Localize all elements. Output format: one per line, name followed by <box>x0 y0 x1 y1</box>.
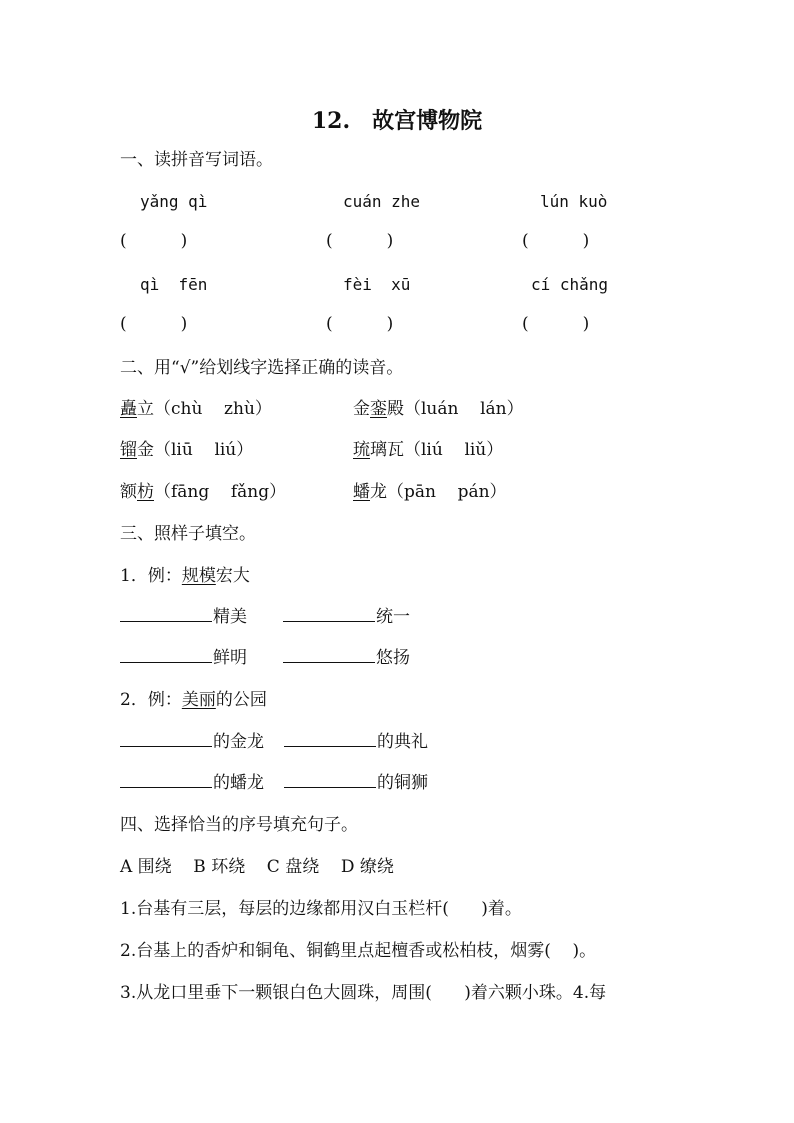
options-line: A 围绕 B 环绕 C 盘绕 D 缭绕 <box>120 857 394 877</box>
answer-blank-5[interactable]: ( ) <box>326 314 394 334</box>
fill-blank[interactable] <box>120 772 212 788</box>
section-2-heading: 二、用“√”给划线字选择正确的读音。 <box>120 358 404 378</box>
pinyin-6: cí chǎng <box>531 275 609 294</box>
section-1-heading: 一、读拼音写词语。 <box>120 150 273 170</box>
reading-item-1: 矗立（chù zhù） <box>120 399 272 419</box>
pinyin-2: cuán zhe <box>343 192 421 211</box>
fill-blank[interactable] <box>120 606 212 622</box>
pinyin-3: lún kuò <box>540 192 608 211</box>
fill-blank[interactable] <box>284 772 376 788</box>
reading-item-3: 镏金（liū liú） <box>120 440 254 460</box>
answer-blank-3[interactable]: ( ) <box>522 231 590 251</box>
fill-blank[interactable] <box>283 606 375 622</box>
sentence-3: 3.从龙口里垂下一颗银白色大圆珠，周围( )着六颗小珠。4.每 <box>120 983 607 1003</box>
section-4-heading: 四、选择恰当的序号填充句子。 <box>120 815 358 835</box>
reading-item-5: 额枋（fāng fǎng） <box>120 482 287 502</box>
pinyin-5: fèi xū <box>343 275 411 294</box>
reading-item-2: 金銮殿（luán lán） <box>353 399 524 419</box>
pinyin-4: qì fēn <box>140 275 208 294</box>
example-1: 1．例：规模宏大 <box>120 566 250 586</box>
fill-blank[interactable] <box>120 647 212 663</box>
answer-blank-4[interactable]: ( ) <box>120 314 188 334</box>
fill-blank[interactable] <box>283 647 375 663</box>
answer-blank-2[interactable]: ( ) <box>326 231 394 251</box>
fill-row-2: 鲜明 悠扬 <box>120 647 410 669</box>
fill-row-1: 精美 统一 <box>120 606 410 628</box>
page-title: 12. 故宫博物院 <box>311 108 483 134</box>
fill-blank[interactable] <box>284 731 376 747</box>
answer-blank-1[interactable]: ( ) <box>120 231 188 251</box>
pinyin-1: yǎng qì <box>140 192 208 211</box>
reading-item-4: 琉璃瓦（liú liǔ） <box>353 440 504 460</box>
section-3-heading: 三、照样子填空。 <box>120 524 256 544</box>
reading-item-6: 蟠龙（pān pán） <box>353 482 507 502</box>
sentence-1: 1.台基有三层，每层的边缘都用汉白玉栏杆( )着。 <box>120 899 522 919</box>
example-2: 2．例：美丽的公园 <box>120 690 267 710</box>
sentence-2: 2.台基上的香炉和铜龟、铜鹤里点起檀香或松柏枝，烟雾( )。 <box>120 941 597 961</box>
answer-blank-6[interactable]: ( ) <box>522 314 590 334</box>
fill-row-4: 的蟠龙 的铜狮 <box>120 772 428 794</box>
fill-blank[interactable] <box>120 731 212 747</box>
fill-row-3: 的金龙 的典礼 <box>120 731 428 753</box>
